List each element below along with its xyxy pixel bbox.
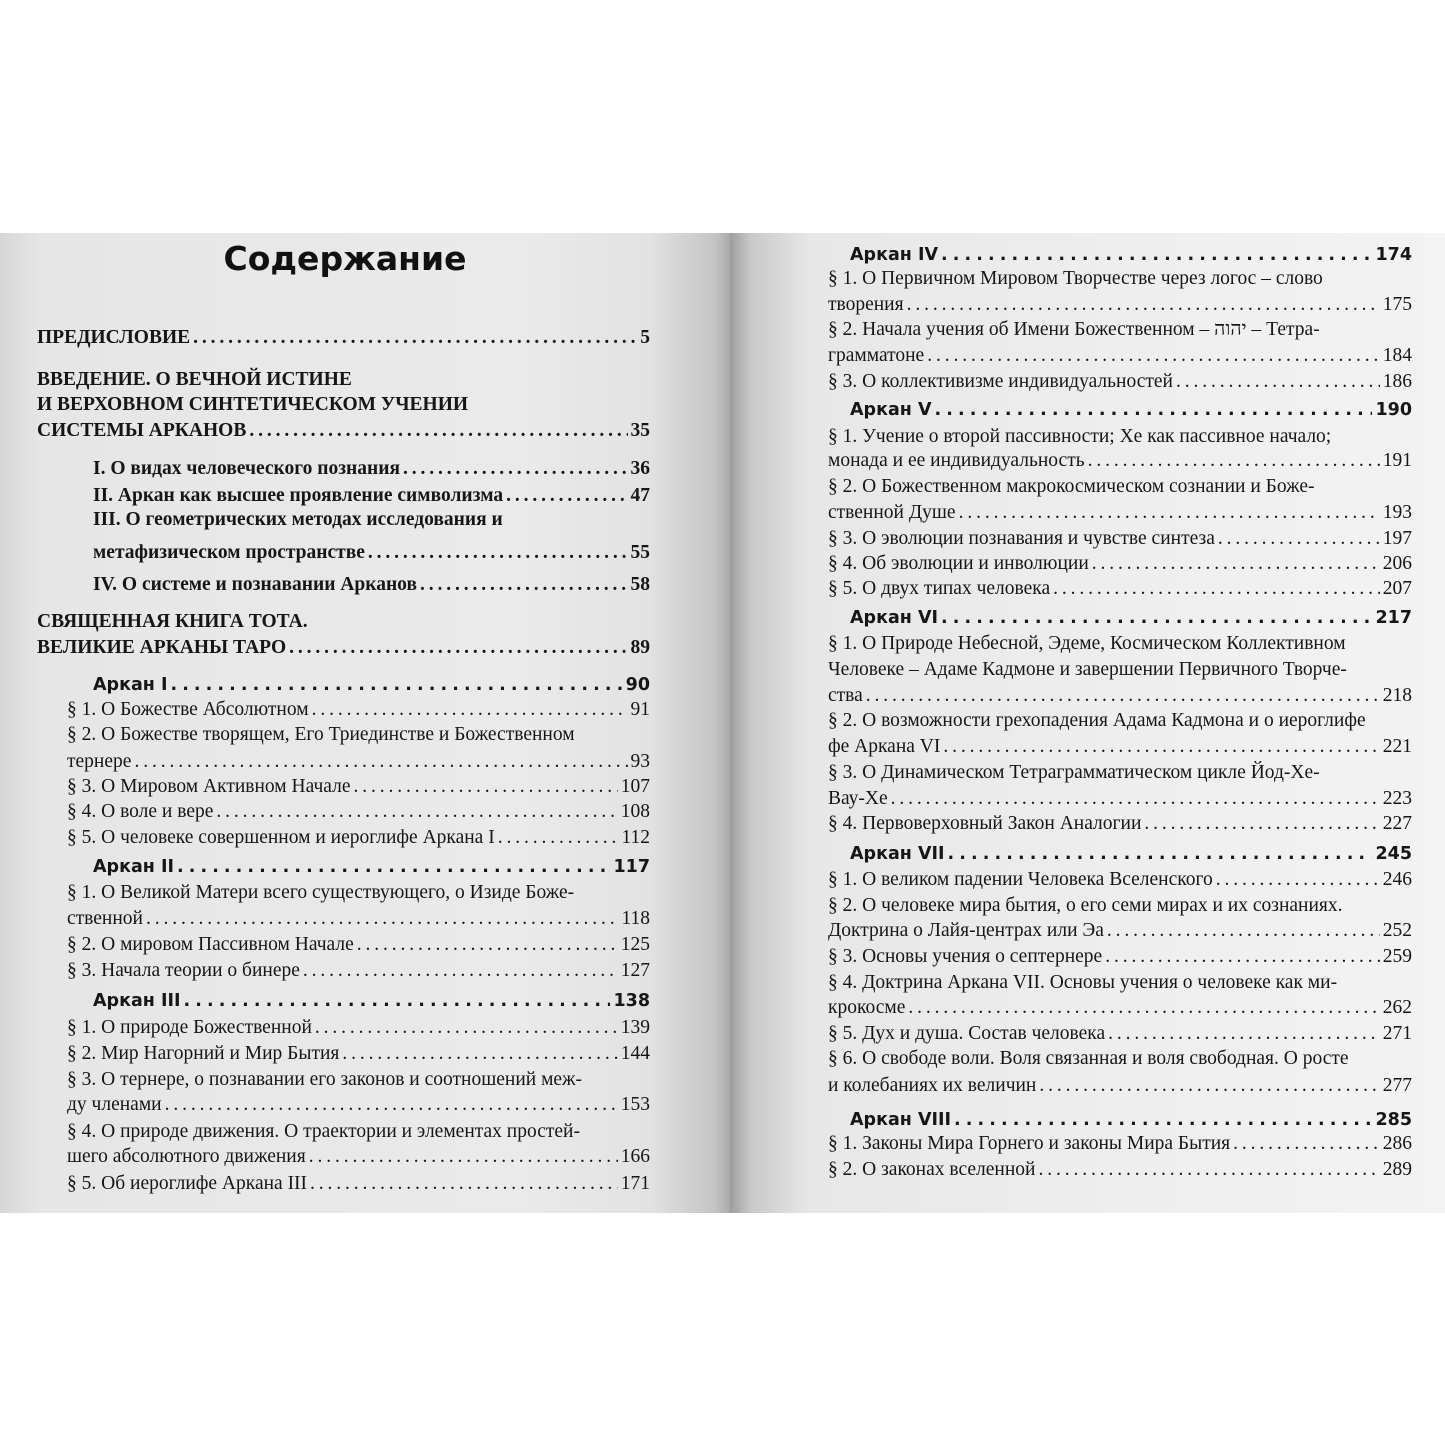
toc-entry [67,799,650,825]
toc-entry [67,1015,650,1041]
dot-leader [941,242,1372,268]
toc-entry [828,500,1412,526]
dot-leader [315,1015,618,1041]
entry-title: тернере [67,751,132,772]
dot-leader [1105,944,1380,970]
page-number: 118 [621,908,650,929]
entry-title: § 1. О Божестве Абсолютном [67,699,309,720]
toc-entry [828,944,1412,970]
dot-leader [927,343,1380,369]
toc-entry [67,774,650,800]
entry-title: II. Аркан как высшее проявление символизма [93,485,504,506]
dot-leader [183,988,610,1014]
toc-entry [67,825,650,851]
toc-entry [828,576,1412,602]
dot-leader [891,786,1380,812]
entry-title: Аркан VI [850,608,938,628]
book-spread [0,233,1445,1213]
entry-title: и колебаниях их величин [828,1075,1037,1096]
entry-title: Аркан VIII [850,1110,952,1130]
page-number: 259 [1382,946,1412,967]
entry-title: § 2. О мировом Пассивном Начале [67,934,354,955]
entry-title: Аркан IV [850,245,938,265]
toc-entry [828,551,1412,577]
entry-title: грамматоне [828,345,925,366]
toc-entry [828,995,1412,1021]
entry-title: § 1. Учение о второй пассивности; Хе как пассивное начало; [828,426,1332,447]
entry-title: § 2. О Божестве творящем, Его Триединстве и Божественном [67,724,575,745]
entry-title: § 5. Об иероглифе Аркана III [67,1173,308,1194]
section-heading [93,483,650,509]
entry-title: крокосме [828,997,906,1018]
page-number: 107 [620,776,650,797]
dot-leader [420,572,628,598]
toc-entry [67,1171,650,1197]
entry-title: § 4. О воле и вере [67,801,214,822]
toc-entry [828,448,1412,474]
page-number: 117 [613,857,650,877]
entry-title: ственной Душе [828,502,956,523]
entry-title: § 1. О Природе Небесной, Эдеме, Космическом Коллективном [828,633,1346,654]
entry-title: § 4. Доктрина Аркана VII. Основы учения о человеке как ми- [828,972,1338,993]
dot-leader [303,958,618,984]
page-number: 175 [1382,294,1412,315]
page-number: 89 [630,637,650,658]
entry-title: ства [828,685,863,706]
dot-leader [342,1041,617,1067]
entry-title: § 6. О свободе воли. Воля связанная и воля свободная. О росте [828,1048,1349,1069]
toc-entry [828,918,1412,944]
dot-leader [1039,1073,1379,1099]
entry-title: § 2. О Божественном макрокосмическом сознании и Боже- [828,476,1315,497]
page-number: 47 [630,485,650,506]
entry-title: § 1. О Великой Матери всего существующего, о Изиде Боже- [67,882,575,903]
dot-leader [1053,576,1380,602]
entry-title: ВВЕДЕНИЕ. О ВЕЧНОЙ ИСТИНЕ [37,369,352,390]
entry-title: § 3. О Динамическом Тетраграмматическом цикле Йод-Хе- [828,762,1320,783]
page-number: 286 [1382,1133,1412,1154]
entry-title: Аркан VII [850,844,945,864]
page-number: 144 [620,1043,650,1064]
dot-leader [309,1144,618,1170]
toc-entry [828,683,1412,709]
dot-leader [146,906,618,932]
toc-entry [67,749,650,775]
dot-leader [289,635,627,661]
entry-title: Вау-Хе [828,788,888,809]
page-number: 252 [1382,920,1412,941]
toc-entry [828,867,1412,893]
page-number: 5 [640,327,650,348]
dot-leader [403,456,627,482]
page-number: 112 [621,827,650,848]
dot-leader [368,540,628,566]
dot-leader [193,325,637,351]
entry-title: I. О видах человеческого познания [93,458,401,479]
entry-title: § 3. Начала теории о бинере [67,960,300,981]
dot-leader [506,483,627,509]
dot-leader [357,932,618,958]
dot-leader [1233,1131,1380,1157]
arcana-heading [850,1107,1412,1133]
dot-leader [866,683,1380,709]
page-number: 174 [1375,245,1412,265]
page-number: 197 [1382,528,1412,549]
page-number: 127 [620,960,650,981]
entry-title: III. О геометрических методах исследования и [93,509,503,530]
entry-title: шего абсолютного движения [67,1146,306,1167]
dot-leader [1088,448,1380,474]
page-number: 139 [620,1017,650,1038]
arcana-heading [850,397,1412,423]
page-number: 285 [1375,1110,1412,1130]
toc-entry [67,932,650,958]
entry-title: ду членами [67,1094,162,1115]
entry-title: § 1. О великом падении Человека Вселенского [828,869,1213,890]
toc-entry [828,292,1412,318]
section-heading [93,540,650,566]
page-number: 246 [1382,869,1412,890]
dot-leader [907,292,1380,318]
toc-entry [67,958,650,984]
page-number: 55 [630,542,650,563]
entry-title: § 1. О Первичном Мировом Творчестве через логос – слово [828,268,1323,289]
page-number: 245 [1375,844,1412,864]
page-number: 190 [1375,400,1412,420]
dot-leader [354,774,618,800]
entry-title: ственной [67,908,143,929]
entry-title: СВЯЩЕННАЯ КНИГА ТОТА. [37,611,308,632]
entry-title: фе Аркана VI [828,736,941,757]
section-heading [37,325,650,351]
entry-title: § 1. Законы Мира Горнего и законы Мира Бытия [828,1133,1231,1154]
entry-title: § 2. О человеке мира бытия, о его семи мирах и их сознаниях. [828,895,1343,916]
entry-title: § 5. Дух и душа. Состав человека [828,1023,1106,1044]
dot-leader [177,854,611,880]
page-number: 36 [630,458,650,479]
dot-leader [959,500,1380,526]
section-heading [93,572,650,598]
entry-title: творения [828,294,904,315]
page-number: 271 [1382,1023,1412,1044]
page-number: 191 [1382,450,1412,471]
dot-leader [934,397,1372,423]
entry-title: § 3. О коллективизме индивидуальностей [828,371,1173,392]
toc-entry [828,343,1412,369]
page-number: 206 [1382,553,1412,574]
toc-entry [828,1073,1412,1099]
toc-entry [828,526,1412,552]
toc-entry [67,906,650,932]
page-number: 138 [613,991,650,1011]
dot-leader [310,1171,618,1197]
page-number: 91 [630,699,650,720]
entry-title: ВЕЛИКИЕ АРКАНЫ ТАРО [37,637,287,658]
toc-entry [828,1131,1412,1157]
page-number: 166 [620,1146,650,1167]
entry-title: И ВЕРХОВНОМ СИНТЕТИЧЕСКОМ УЧЕНИИ [37,394,469,415]
page-number: 35 [630,420,650,441]
dot-leader [1038,1157,1379,1183]
section-heading [93,456,650,482]
entry-title: § 4. Об эволюции и инволюции [828,553,1089,574]
section-heading [37,635,650,661]
dot-leader [1218,526,1380,552]
dot-leader [165,1092,618,1118]
arcana-heading [850,605,1412,631]
dot-leader [1176,369,1380,395]
page-number: 223 [1382,788,1412,809]
toc-entry [67,1041,650,1067]
entry-title: § 2. Начала учения об Имени Божественном – יהוה – Тетра- [828,319,1320,340]
entry-title: IV. О системе и познавании Арканов [93,574,417,595]
entry-title: Доктрина о Лайя-центрах или Эа [828,920,1104,941]
entry-title: § 5. О человеке совершенном и иероглифе Аркана I [67,827,495,848]
page-number: 93 [630,751,650,772]
page-number: 277 [1382,1075,1412,1096]
toc-entry [828,1021,1412,1047]
page-number: 108 [620,801,650,822]
entry-title: § 5. О двух типах человека [828,578,1051,599]
right-page [730,233,1445,1213]
page-number: 289 [1382,1159,1412,1180]
page-number: 218 [1382,685,1412,706]
toc-entry [67,1144,650,1170]
entry-title: § 3. О эволюции познавания и чувстве синтеза [828,528,1215,549]
dot-leader [941,605,1372,631]
entry-title: Аркан I [93,675,168,695]
page-number: 207 [1382,578,1412,599]
entry-title: Аркан III [93,991,181,1011]
entry-title: ПРЕДИСЛОВИЕ [37,327,191,348]
page-number: 153 [620,1094,650,1115]
dot-leader [249,418,627,444]
page-number: 125 [620,934,650,955]
arcana-heading [93,672,650,698]
page-number: 90 [625,675,650,695]
entry-title: Аркан V [850,400,932,420]
page-number: 184 [1382,345,1412,366]
entry-title: метафизическом пространстве [93,542,365,563]
toc-entry [828,734,1412,760]
page-title: Содержание [223,239,467,278]
dot-leader [216,799,617,825]
entry-title: Человеке – Адаме Кадмоне и завершении Первичного Творче- [828,659,1347,680]
toc-entry [828,1157,1412,1183]
dot-leader [943,734,1379,760]
page-number: 193 [1382,502,1412,523]
dot-leader [1107,918,1380,944]
entry-title: § 2. Мир Нагорний и Мир Бытия [67,1043,340,1064]
entry-title: монада и ее индивидуальность [828,450,1085,471]
dot-leader [1144,811,1379,837]
toc-entry [67,697,650,723]
page-number: 58 [630,574,650,595]
arcana-heading [850,841,1412,867]
entry-title: § 1. О природе Божественной [67,1017,312,1038]
toc-entry [828,811,1412,837]
toc-entry [828,786,1412,812]
dot-leader [1216,867,1380,893]
entry-title: Аркан II [93,857,174,877]
page-number: 262 [1382,997,1412,1018]
toc-entry [828,369,1412,395]
entry-title: § 3. Основы учения о септернере [828,946,1103,967]
dot-leader [1108,1021,1380,1047]
dot-leader [1092,551,1380,577]
dot-leader [954,1107,1372,1133]
entry-title: § 4. О природе движения. О траектории и элементах простей- [67,1121,580,1142]
arcana-heading [850,242,1412,268]
page-number: 186 [1382,371,1412,392]
entry-title: § 4. Первоверховный Закон Аналогии [828,813,1142,834]
entry-title: § 3. О Мировом Активном Начале [67,776,351,797]
left-page [0,233,730,1213]
entry-title: § 2. О возможности грехопадения Адама Кадмона и о иероглифе [828,710,1366,731]
arcana-heading [93,854,650,880]
dot-leader [312,697,628,723]
entry-title: § 3. О тернере, о познавании его законов и соотношений меж- [67,1069,583,1090]
page-number: 171 [620,1173,650,1194]
page-number: 227 [1382,813,1412,834]
dot-leader [498,825,619,851]
dot-leader [134,749,627,775]
entry-title: СИСТЕМЫ АРКАНОВ [37,420,247,441]
section-heading [37,418,650,444]
dot-leader [170,672,622,698]
dot-leader [948,841,1373,867]
page-number: 217 [1375,608,1412,628]
toc-entry [67,1092,650,1118]
page-number: 221 [1382,736,1412,757]
entry-title: § 2. О законах вселенной [828,1159,1036,1180]
arcana-heading [93,988,650,1014]
dot-leader [908,995,1379,1021]
